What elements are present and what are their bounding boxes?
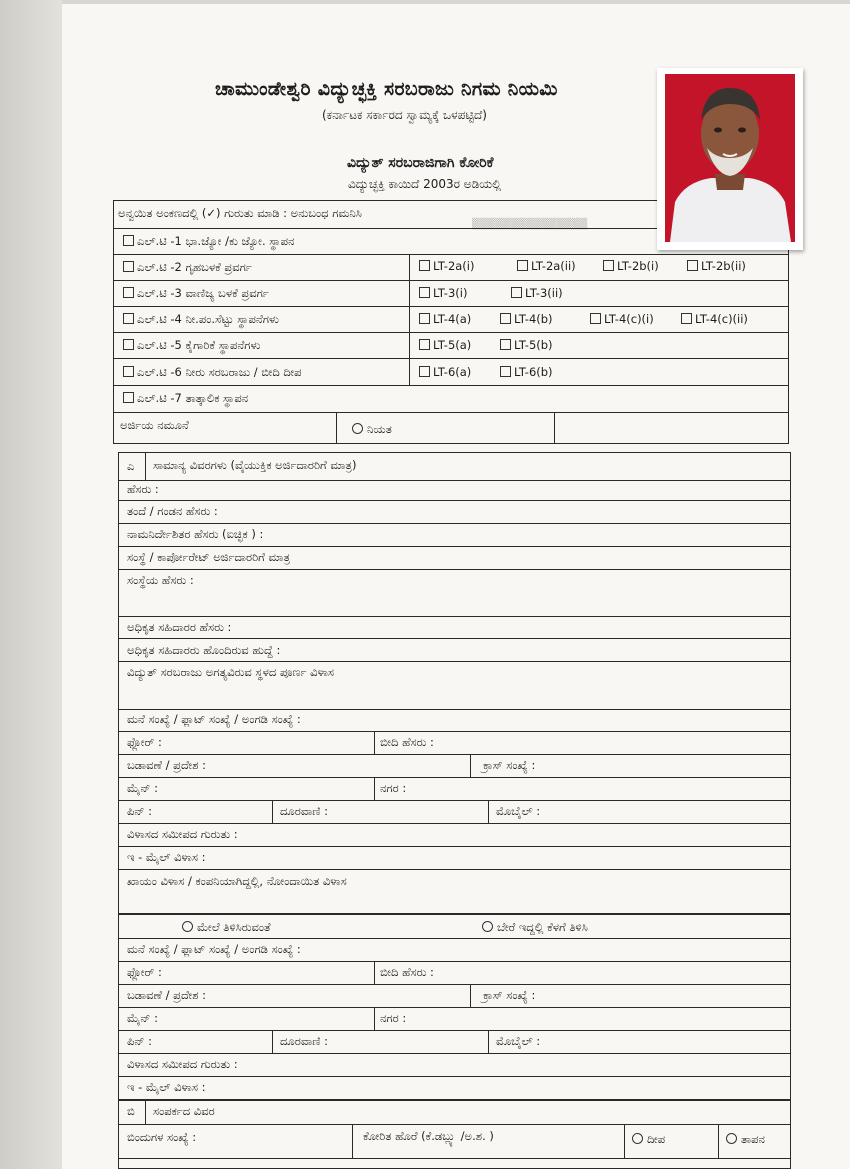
- option-lt2b-ii[interactable]: LT-2b(ii): [687, 260, 746, 273]
- perm-city-field[interactable]: ನಗರ :: [380, 1011, 407, 1025]
- form-type-regular[interactable]: ನಿಯತ: [352, 423, 392, 436]
- form-type-label: ಅರ್ಜಿಯ ನಮೂನೆ: [120, 418, 189, 432]
- section-a-table: [118, 452, 791, 914]
- checkbox[interactable]: [123, 392, 134, 403]
- authorised-post-field[interactable]: ಅಧಿಕೃತ ಸಹಿದಾರರು ಹೊಂದಿರುವ ಹುದ್ದೆ :: [127, 643, 281, 657]
- checkbox[interactable]: [123, 313, 134, 324]
- option-lt2a-i[interactable]: LT-2a(i): [419, 260, 474, 273]
- org-subtitle: (ಕರ್ನಾಟಕ ಸರ್ಕಾರದ ಸ್ವಾಮ್ಯಕ್ಕೆ ಒಳಪಟ್ಟಿದೆ): [322, 108, 487, 122]
- floor-field[interactable]: ಫ್ಲೋರ್ :: [127, 735, 162, 749]
- section-b-title: ಸಂಪರ್ಕದ ವಿವರ: [153, 1104, 215, 1118]
- perm-pin-field[interactable]: ಪಿನ್ :: [127, 1034, 153, 1048]
- perm-phone-field[interactable]: ದೂರವಾಣಿ :: [280, 1034, 328, 1048]
- option-lt6-b[interactable]: LT-6(b): [500, 366, 553, 379]
- section-a-title: ಸಾಮಾನ್ಯ ವಿವರಗಳು (ವೈಯುಕ್ತಿಕ ಅರ್ಜಿದಾರರಿಗೆ ಮಾತ್ರ): [153, 458, 357, 472]
- area-field[interactable]: ಬಡಾವಣೆ / ಪ್ರದೇಶ :: [127, 758, 207, 772]
- house-number-field[interactable]: ಮನೆ ಸಂಖ್ಯೆ / ಫ್ಲಾಟ್ ಸಂಖ್ಯೆ / ಅಂಗಡಿ ಸಂಖ್ಯೆ :: [127, 712, 301, 726]
- option-lt3-ii[interactable]: LT-3(ii): [511, 287, 563, 300]
- category-row-lt2[interactable]: ಎಲ್.ಟಿ -2 ಗೃಹಬಳಕೆ ಪ್ರವರ್ಗ: [123, 261, 252, 274]
- city-field[interactable]: ನಗರ :: [380, 781, 407, 795]
- checkbox[interactable]: [123, 287, 134, 298]
- form-page: ▒▒▒▒▒▒▒▒▒▒▒▒▒▒▒: [62, 4, 850, 1169]
- category-row-lt3[interactable]: ಎಲ್.ಟಿ -3 ವಾಣಿಜ್ಯ ಬಳಕೆ ಪ್ರವರ್ಗ: [123, 287, 269, 300]
- form-title: ವಿದ್ಯುತ್ ಸರಬರಾಜಿಗಾಗಿ ಕೋರಿಕೆ: [347, 155, 494, 171]
- form-subtitle: ವಿದ್ಯುಚ್ಛಕ್ತಿ ಕಾಯಿದೆ 2003ರ ಅಡಿಯಲ್ಲಿ: [348, 177, 502, 191]
- option-lt2b-i[interactable]: LT-2b(i): [603, 260, 659, 273]
- category-row-lt6[interactable]: ಎಲ್.ಟಿ -6 ನೀರು ಸರಬರಾಜು / ಬೀದಿ ದೀಪ: [123, 366, 302, 379]
- section-b-letter: ಬಿ: [127, 1104, 135, 1118]
- heat-option[interactable]: ತಾಪನ: [726, 1133, 765, 1146]
- option-lt2a-ii[interactable]: LT-2a(ii): [517, 260, 576, 273]
- checkbox[interactable]: [123, 339, 134, 350]
- landmark-field[interactable]: ವಿಳಾಸದ ಸಮೀಪದ ಗುರುತು :: [127, 827, 238, 841]
- option-lt4-c-ii[interactable]: LT-4(c)(ii): [681, 313, 748, 326]
- org-name: ಚಾಮುಂಡೇಶ್ವರಿ ವಿದ್ಯುಚ್ಛಕ್ತಿ ಸರಬರಾಜು ನಿಗಮ ನಿಯಮಿ: [215, 78, 558, 100]
- street-field[interactable]: ಬೀದಿ ಹೆಸರು :: [380, 735, 434, 749]
- category-row-lt4[interactable]: ಎಲ್.ಟಿ -4 ನೀ.ಪಂ.ಸೆಟ್ಟು ಸ್ಥಾಪನೆಗಳು: [123, 313, 279, 326]
- perm-landmark-field[interactable]: ವಿಳಾಸದ ಸಮೀಪದ ಗುರುತು :: [127, 1057, 238, 1071]
- option-lt6-a[interactable]: LT-6(a): [419, 366, 471, 379]
- cross-field[interactable]: ಕ್ರಾಸ್ ಸಂಖ್ಯೆ :: [483, 758, 536, 772]
- father-name-field[interactable]: ತಂದೆ / ಗಂಡನ ಹೆಸರು :: [127, 504, 218, 518]
- permanent-address-heading: ಖಾಯಂ ವಿಳಾಸ / ಕಂಪನಿಯಾಗಿದ್ದಲ್ಲಿ, ನೋಂದಾಯಿತ ವಿಳಾಸ: [127, 874, 347, 888]
- main-field[interactable]: ಮೈನ್ :: [127, 781, 158, 795]
- points-field[interactable]: ಬಿಂದುಗಳ ಸಂಖ್ಯೆ :: [127, 1130, 197, 1144]
- name-field[interactable]: ಹೆಸರು :: [127, 482, 159, 496]
- option-lt5-a[interactable]: LT-5(a): [419, 339, 471, 352]
- option-lt4-b[interactable]: LT-4(b): [500, 313, 553, 326]
- checkbox[interactable]: [123, 261, 134, 272]
- scan-background-edge: [0, 0, 62, 1169]
- category-row-lt7[interactable]: ಎಲ್.ಟಿ -7 ತಾತ್ಕಾಲಿಕ ಸ್ಥಾಪನ: [123, 392, 248, 405]
- corporate-heading: ಸಂಸ್ಥೆ / ಕಾರ್ಪೋರೇಟ್ ಅರ್ಜಿದಾರರಿಗೆ ಮಾತ್ರ: [127, 550, 291, 564]
- authorised-signatory-field[interactable]: ಅಧಿಕೃತ ಸಹಿದಾರರ ಹೆಸರು :: [127, 620, 232, 634]
- load-field[interactable]: ಕೋರಿತ ಹೊರೆ (ಕೆ.ಡಬ್ಲ್ಯು /ಅ.ಶ. ): [363, 1129, 494, 1143]
- category-row-lt1[interactable]: ಎಲ್.ಟಿ -1 ಭಾ.ಜ್ಯೋ /ಕು ಜ್ಯೋ. ಸ್ಥಾಪನ: [123, 235, 294, 248]
- email-field[interactable]: ಇ - ಮೈಲ್ ವಿಳಾಸ :: [127, 850, 206, 864]
- checkbox[interactable]: [123, 235, 134, 246]
- applicant-portrait: [665, 74, 795, 242]
- category-row-lt5[interactable]: ಎಲ್.ಟಿ -5 ಕೈಗಾರಿಕೆ ಸ್ಥಾಪನೆಗಳು: [123, 339, 260, 352]
- mobile-field[interactable]: ಮೊಬೈಲ್ :: [496, 804, 541, 818]
- category-instruction: ಅನ್ವಯಿತ ಅಂಕಣದಲ್ಲಿ (✓) ಗುರುತು ಮಾಡಿ : ಅನುಬಂಧ ಗಮನಿಸಿ: [118, 206, 362, 220]
- perm-main-field[interactable]: ಮೈನ್ :: [127, 1011, 158, 1025]
- light-option[interactable]: ದೀಪ: [632, 1133, 665, 1146]
- option-lt5-b[interactable]: LT-5(b): [500, 339, 553, 352]
- pin-field[interactable]: ಪಿನ್ :: [127, 804, 153, 818]
- phone-field[interactable]: ದೂರವಾಣಿ :: [280, 804, 328, 818]
- perm-mobile-field[interactable]: ಮೊಬೈಲ್ :: [496, 1034, 541, 1048]
- perm-floor-field[interactable]: ಫ್ಲೋರ್ :: [127, 965, 162, 979]
- permanent-same-option[interactable]: ಮೇಲೆ ತಿಳಿಸಿರುವಂತೆ: [182, 921, 271, 934]
- option-lt4-a[interactable]: LT-4(a): [419, 313, 471, 326]
- checkbox[interactable]: [123, 366, 134, 377]
- perm-cross-field[interactable]: ಕ್ರಾಸ್ ಸಂಖ್ಯೆ :: [483, 988, 536, 1002]
- applicant-photo: [657, 68, 803, 250]
- supply-address-heading: ವಿದ್ಯುತ್ ಸರಬರಾಜು ಅಗತ್ಯವಿರುವ ಸ್ಥಳದ ಪೂರ್ಣ ವಿಳಾಸ: [127, 665, 334, 679]
- permanent-other-option[interactable]: ಬೇರೆ ಇದ್ದಲ್ಲಿ ಕೆಳಗೆ ತಿಳಿಸಿ: [482, 921, 588, 934]
- nominee-field[interactable]: ನಾಮನಿರ್ದೇಶಿತರ ಹೆಸರು (ಐಚ್ಛಿಕ ) :: [127, 527, 264, 541]
- organisation-name-field[interactable]: ಸಂಸ್ಥೆಯ ಹೆಸರು :: [127, 573, 194, 587]
- section-a-letter: ಎ: [127, 459, 135, 473]
- option-lt3-i[interactable]: LT-3(i): [419, 287, 467, 300]
- perm-street-field[interactable]: ಬೀದಿ ಹೆಸರು :: [380, 965, 434, 979]
- perm-email-field[interactable]: ಇ - ಮೈಲ್ ವಿಳಾಸ :: [127, 1080, 206, 1094]
- option-lt4-c-i[interactable]: LT-4(c)(i): [590, 313, 654, 326]
- perm-area-field[interactable]: ಬಡಾವಣೆ / ಪ್ರದೇಶ :: [127, 988, 207, 1002]
- perm-house-number-field[interactable]: ಮನೆ ಸಂಖ್ಯೆ / ಫ್ಲಾಟ್ ಸಂಖ್ಯೆ / ಅಂಗಡಿ ಸಂಖ್ಯೆ :: [127, 942, 301, 956]
